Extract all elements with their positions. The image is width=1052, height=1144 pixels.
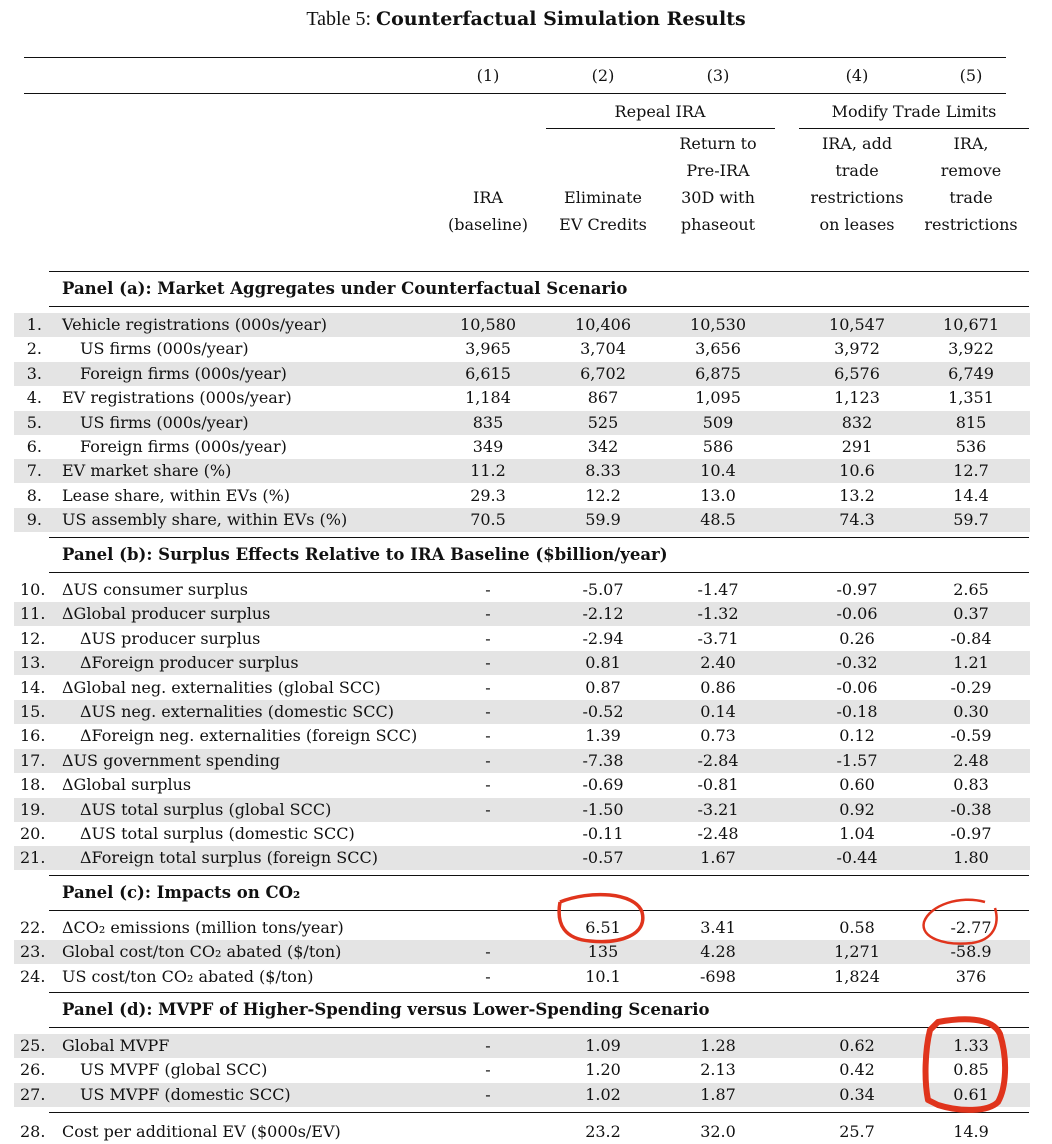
table-cell: -7.38 xyxy=(582,750,624,770)
table-cell: 3,922 xyxy=(948,339,994,359)
column-label-line: phaseout xyxy=(680,215,756,234)
column-label-line: IRA, add xyxy=(821,134,893,153)
table-cell: 0.37 xyxy=(953,604,989,624)
column-label-line: (baseline) xyxy=(448,215,528,234)
row-number: 24. xyxy=(20,966,46,986)
table-cell: 10.6 xyxy=(839,461,875,481)
table-cell: 1,351 xyxy=(948,388,994,408)
table-cell: 0.85 xyxy=(953,1060,989,1080)
row-number: 12. xyxy=(20,628,46,648)
table-cell: - xyxy=(485,726,491,746)
row-number: 19. xyxy=(20,799,46,819)
table-cell: 1,095 xyxy=(695,388,741,408)
table-cell: 1.02 xyxy=(585,1084,621,1104)
table-cell: -1.32 xyxy=(697,604,739,624)
table-cell: -0.06 xyxy=(836,677,878,697)
red-circle-annotation-col2 xyxy=(559,895,643,942)
table-cell: 0.62 xyxy=(839,1036,875,1055)
row-number: 4. xyxy=(26,388,42,408)
table-cell: 0.34 xyxy=(839,1084,875,1104)
table-cell: - xyxy=(485,580,491,599)
table-cell: 3.41 xyxy=(700,918,736,937)
table-cell: 12.7 xyxy=(953,461,989,481)
table-cell: 1.09 xyxy=(585,1036,621,1055)
table-cell: 29.3 xyxy=(470,485,506,505)
table-cell: 4.28 xyxy=(700,942,736,962)
table-cell: 1.39 xyxy=(585,726,621,746)
table-cell: 3,704 xyxy=(580,339,626,359)
table-cell: 3,656 xyxy=(695,339,741,359)
table-cell: 586 xyxy=(702,437,734,456)
row-label: ΔGlobal neg. externalities (global SCC) xyxy=(62,677,381,697)
row-number: 15. xyxy=(20,702,46,721)
row-label: Lease share, within EVs (%) xyxy=(62,485,291,505)
table-cell: 14.9 xyxy=(953,1122,989,1141)
table-cell: 23.2 xyxy=(585,1122,621,1141)
column-label-line: Pre-IRA xyxy=(686,161,750,180)
table-cell: -0.69 xyxy=(582,775,624,795)
column-label-line: restrictions xyxy=(810,188,904,207)
row-number: 25. xyxy=(20,1036,46,1055)
table-cell: 1.80 xyxy=(953,848,989,868)
panel-title: Panel (c): Impacts on CO₂ xyxy=(62,883,301,902)
table-cell: 0.42 xyxy=(839,1060,875,1080)
table-cell: 8.33 xyxy=(585,461,621,481)
table-cell: 0.83 xyxy=(953,775,989,795)
row-label: Cost per additional EV ($000s/EV) xyxy=(62,1122,341,1141)
table-cell: 1.28 xyxy=(700,1036,736,1055)
row-number: 5. xyxy=(26,412,42,432)
table-cell: -0.84 xyxy=(950,628,992,648)
table-cell: - xyxy=(485,966,491,986)
column-label-line: Return to xyxy=(679,134,757,153)
table-cell: -2.77 xyxy=(950,918,992,937)
table-cell: -2.94 xyxy=(582,628,624,648)
table-cell: 2.40 xyxy=(700,653,736,673)
row-label: ΔCO₂ emissions (million tons/year) xyxy=(62,918,344,937)
row-number: 27. xyxy=(20,1084,46,1104)
table-cell: 1,271 xyxy=(834,942,880,962)
column-label-line: trade xyxy=(949,188,993,207)
table-cell: 0.26 xyxy=(839,628,875,648)
table-cell: -1.50 xyxy=(582,799,624,819)
panel-title: Panel (a): Market Aggregates under Counterfactual Scenario xyxy=(62,279,628,298)
row-label: ΔUS government spending xyxy=(62,750,281,770)
group-header-modify-trade-limits: Modify Trade Limits xyxy=(831,102,997,121)
table-cell: 1.67 xyxy=(700,848,736,868)
table-cell: 25.7 xyxy=(839,1122,875,1141)
row-number: 7. xyxy=(26,461,42,481)
row-number: 1. xyxy=(26,315,42,334)
table-cell: - xyxy=(485,628,491,648)
row-number: 21. xyxy=(20,848,46,868)
table-cell: 0.30 xyxy=(953,702,989,721)
row-number: 14. xyxy=(20,677,46,697)
table-cell: -2.48 xyxy=(697,824,739,843)
row-label: US assembly share, within EVs (%) xyxy=(62,510,348,530)
table-cell: 3,972 xyxy=(834,339,880,359)
table-cell: 376 xyxy=(955,966,987,986)
table-cell: 3,965 xyxy=(465,339,511,359)
table-caption: Counterfactual Simulation Results xyxy=(376,8,746,30)
table-cell: -1.47 xyxy=(697,580,739,599)
table-cell: -2.84 xyxy=(697,750,739,770)
table-cell: 135 xyxy=(587,942,619,962)
row-number: 11. xyxy=(20,604,46,624)
column-label-line: IRA, xyxy=(953,134,989,153)
row-label: Foreign firms (000s/year) xyxy=(80,437,287,456)
row-label: EV registrations (000s/year) xyxy=(62,388,292,408)
table-cell: 6,615 xyxy=(465,363,511,383)
row-label: US cost/ton CO₂ abated ($/ton) xyxy=(62,966,314,986)
row-label: ΔUS total surplus (global SCC) xyxy=(80,799,332,819)
table-cell: -0.97 xyxy=(950,824,992,843)
table-cell: -1.57 xyxy=(836,750,878,770)
table-cell: -0.57 xyxy=(582,848,624,868)
row-number: 20. xyxy=(20,824,46,843)
row-number: 2. xyxy=(26,339,42,359)
table-cell: 1.21 xyxy=(953,653,989,673)
table-cell: 1.87 xyxy=(700,1084,736,1104)
table-cell: 1,184 xyxy=(465,388,511,408)
row-label: EV market share (%) xyxy=(62,461,232,481)
table-cell: -0.97 xyxy=(836,580,878,599)
table-cell: 13.2 xyxy=(839,485,875,505)
table-cell: -0.32 xyxy=(836,653,878,673)
panel-title: Panel (d): MVPF of Higher-Spending versus Lower-Spending Scenario xyxy=(62,1000,710,1019)
table-cell: 0.12 xyxy=(839,726,875,746)
red-circle-annotation-col5 xyxy=(924,900,997,944)
row-label: US MVPF (domestic SCC) xyxy=(80,1084,291,1104)
row-label: Global MVPF xyxy=(62,1036,170,1055)
column-number: (4) xyxy=(845,66,869,85)
table-cell: 0.87 xyxy=(585,677,621,697)
table-cell: -0.81 xyxy=(697,775,739,795)
table-number: Table 5: xyxy=(306,8,372,30)
row-number: 6. xyxy=(26,437,42,456)
column-number: (3) xyxy=(706,66,730,85)
table-cell: - xyxy=(485,702,491,721)
row-label: US firms (000s/year) xyxy=(80,339,249,359)
table-cell: - xyxy=(485,775,491,795)
table-cell: 1,123 xyxy=(834,388,880,408)
table-cell: 1.33 xyxy=(953,1036,989,1055)
table-cell: 10,406 xyxy=(575,315,631,334)
row-label: ΔForeign total surplus (foreign SCC) xyxy=(80,848,378,868)
table-cell: -0.44 xyxy=(836,848,878,868)
panel-title: Panel (b): Surplus Effects Relative to IRA Baseline ($billion/year) xyxy=(62,545,668,564)
row-label: ΔGlobal surplus xyxy=(62,775,192,795)
table-cell: 0.58 xyxy=(839,918,875,937)
table-cell: 832 xyxy=(841,412,873,432)
table-cell: 11.2 xyxy=(470,461,506,481)
table-cell: 2.13 xyxy=(700,1060,736,1080)
column-number: (5) xyxy=(959,66,983,85)
row-label: ΔUS consumer surplus xyxy=(62,580,248,599)
table-cell: - xyxy=(485,1060,491,1080)
table-cell: - xyxy=(485,604,491,624)
table-cell: 10.1 xyxy=(585,966,621,986)
table-cell: -698 xyxy=(700,966,736,986)
column-label-line: trade xyxy=(835,161,879,180)
row-label: Global cost/ton CO₂ abated ($/ton) xyxy=(62,942,342,962)
table-cell: 0.81 xyxy=(585,653,621,673)
table-cell: -0.06 xyxy=(836,604,878,624)
table-cell: - xyxy=(485,1036,491,1055)
table-cell: -0.38 xyxy=(950,799,992,819)
table-cell: 815 xyxy=(955,412,987,432)
table-cell: 74.3 xyxy=(839,510,875,530)
column-label-line: EV Credits xyxy=(559,215,647,234)
table-cell: 0.14 xyxy=(700,702,736,721)
table-cell: 6,875 xyxy=(695,363,741,383)
table-cell: -0.29 xyxy=(950,677,992,697)
table-cell: - xyxy=(485,1084,491,1104)
group-header-repeal-ira: Repeal IRA xyxy=(614,102,706,121)
table-cell: 12.2 xyxy=(585,485,621,505)
row-label: Foreign firms (000s/year) xyxy=(80,363,287,383)
table-cell: 1.20 xyxy=(585,1060,621,1080)
table-cell: -0.59 xyxy=(950,726,992,746)
table-cell: 0.92 xyxy=(839,799,875,819)
table-cell: - xyxy=(485,799,491,819)
row-number: 16. xyxy=(20,726,46,746)
table-cell: 10,671 xyxy=(943,315,999,334)
table-cell: 835 xyxy=(472,412,504,432)
table-cell: 349 xyxy=(472,437,504,456)
table-cell: -0.52 xyxy=(582,702,624,721)
table-cell: -3.21 xyxy=(697,799,739,819)
table-cell: -5.07 xyxy=(582,580,624,599)
table-cell: 48.5 xyxy=(700,510,736,530)
column-label-line: remove xyxy=(940,161,1002,180)
red-bracket-annotation-mvpf xyxy=(926,1019,1006,1110)
table-cell: 10,530 xyxy=(690,315,746,334)
table-cell: 59.9 xyxy=(585,510,621,530)
table-cell: 1.04 xyxy=(839,824,875,843)
table-cell: 291 xyxy=(841,437,873,456)
row-number: 23. xyxy=(20,942,46,962)
table-cell: - xyxy=(485,942,491,962)
row-label: Vehicle registrations (000s/year) xyxy=(62,315,328,334)
table-cell: -0.11 xyxy=(582,824,624,843)
table-cell: -3.71 xyxy=(697,628,739,648)
table-cell: -2.12 xyxy=(582,604,624,624)
row-label: ΔUS producer surplus xyxy=(80,628,261,648)
row-number: 22. xyxy=(20,918,46,937)
row-label: ΔUS total surplus (domestic SCC) xyxy=(80,824,355,843)
column-number: (1) xyxy=(476,66,500,85)
row-number: 26. xyxy=(20,1060,46,1080)
table-cell: - xyxy=(485,677,491,697)
table-cell: 32.0 xyxy=(700,1122,736,1141)
column-label-line: Eliminate xyxy=(564,188,642,207)
row-number: 18. xyxy=(20,775,46,795)
row-number: 9. xyxy=(26,510,42,530)
table-cell: 6,749 xyxy=(948,363,994,383)
row-label: ΔForeign neg. externalities (foreign SCC) xyxy=(80,726,418,746)
table-cell: 6.51 xyxy=(585,918,621,937)
row-number: 13. xyxy=(20,653,46,673)
table-cell: 867 xyxy=(587,388,619,408)
row-label: US firms (000s/year) xyxy=(80,412,249,432)
row-label: ΔForeign producer surplus xyxy=(80,653,299,673)
row-number: 3. xyxy=(26,363,42,383)
table-cell: - xyxy=(485,653,491,673)
column-label-line: 30D with xyxy=(681,188,755,207)
table-cell: 0.86 xyxy=(700,677,736,697)
table-cell: 0.60 xyxy=(839,775,875,795)
table-cell: 10,580 xyxy=(460,315,516,334)
table-cell: 10,547 xyxy=(829,315,885,334)
row-number: 8. xyxy=(26,485,42,505)
table-cell: 2.48 xyxy=(953,750,989,770)
column-number: (2) xyxy=(591,66,615,85)
table-cell: 342 xyxy=(587,437,619,456)
table-cell: 525 xyxy=(587,412,619,432)
table-cell: 10.4 xyxy=(700,461,736,481)
row-label: US MVPF (global SCC) xyxy=(80,1060,268,1080)
table-cell: 0.61 xyxy=(953,1084,989,1104)
table-cell: 6,702 xyxy=(580,363,626,383)
table-cell: 13.0 xyxy=(700,485,736,505)
column-label-line: on leases xyxy=(819,215,895,234)
table-cell: 59.7 xyxy=(953,510,989,530)
row-label: ΔGlobal producer surplus xyxy=(62,604,271,624)
table-cell: 509 xyxy=(702,412,734,432)
table-cell: -0.18 xyxy=(836,702,878,721)
table-cell: 14.4 xyxy=(953,485,989,505)
table-cell: 0.73 xyxy=(700,726,736,746)
column-label-line: restrictions xyxy=(924,215,1018,234)
table-cell: 536 xyxy=(955,437,987,456)
table-cell: 2.65 xyxy=(953,580,989,599)
table-cell: - xyxy=(485,750,491,770)
table-cell: 1,824 xyxy=(834,966,880,986)
row-number: 17. xyxy=(20,750,46,770)
column-label-line: IRA xyxy=(473,188,503,207)
table-cell: 70.5 xyxy=(470,510,506,530)
table-cell: 6,576 xyxy=(834,363,880,383)
row-label: ΔUS neg. externalities (domestic SCC) xyxy=(80,702,394,721)
row-number: 10. xyxy=(20,580,46,599)
table-cell: -58.9 xyxy=(950,942,992,962)
row-number: 28. xyxy=(20,1122,46,1141)
